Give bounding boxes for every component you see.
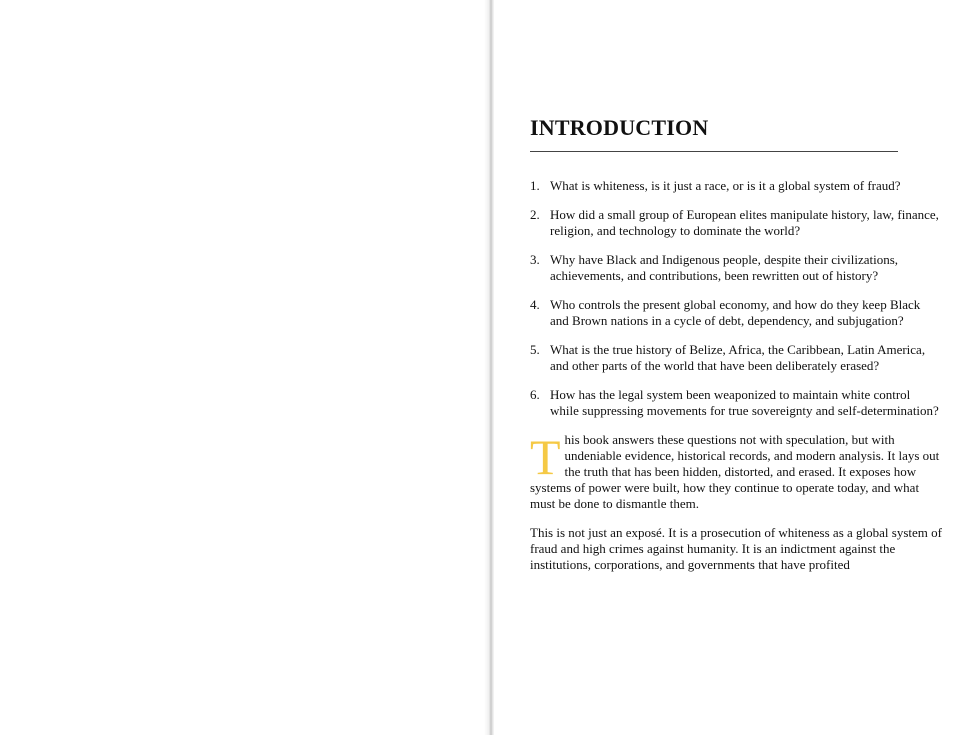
question-text: How has the legal system been weaponized to maintain white control while suppressing movements for true sovereignty and self-determination? — [550, 387, 939, 418]
question-number: 2. — [530, 207, 540, 222]
question-text: Who controls the present global economy, and how do they keep Black and Brown nations in a cycle of debt, dependency, and subjugation? — [550, 297, 921, 328]
body-paragraph: This is not just an exposé. It is a prosecution of whiteness as a global system of fraud and high crimes against humanity. It is an indictment against the institutions, corporations, and governments that have profited — [530, 525, 942, 572]
question-number: 6. — [530, 387, 540, 402]
question-text: Why have Black and Indigenous people, despite their civilizations, achievements, and contributions, been rewritten out of history? — [550, 252, 899, 283]
title-divider — [530, 151, 898, 152]
question-item — [530, 387, 942, 419]
question-item — [530, 252, 942, 284]
question-text: How did a small group of European elites manipulate history, law, finance, religion, and technology to dominate the world? — [550, 207, 939, 238]
page-content — [530, 114, 942, 586]
question-list — [530, 178, 942, 419]
question-item — [530, 342, 942, 374]
question-item — [530, 207, 942, 239]
question-number: 5. — [530, 342, 540, 357]
left-page[interactable] — [0, 0, 489, 735]
question-number: 1. — [530, 178, 540, 193]
intro-paragraph — [530, 429, 942, 512]
intro-paragraph-text: his book answers these questions not with speculation, but with undeniable evidence, historical records, and modern analysis. It lays out the truth that has been hidden, distorted, and erased. It exposes how systems of power were built, how they continue to operate today, and what must be done to dismantle them. — [530, 432, 940, 511]
right-page[interactable] — [494, 0, 980, 735]
question-text: What is the true history of Belize, Africa, the Caribbean, Latin America, and other parts of the world that have been deliberately erased? — [550, 342, 926, 373]
question-item — [530, 178, 942, 194]
question-text: What is whiteness, is it just a race, or is it a global system of fraud? — [550, 178, 901, 193]
question-number: 3. — [530, 252, 540, 267]
drop-cap: T — [530, 429, 561, 485]
question-number: 4. — [530, 297, 540, 312]
question-item — [530, 297, 942, 329]
chapter-title: INTRODUCTION — [530, 115, 709, 140]
